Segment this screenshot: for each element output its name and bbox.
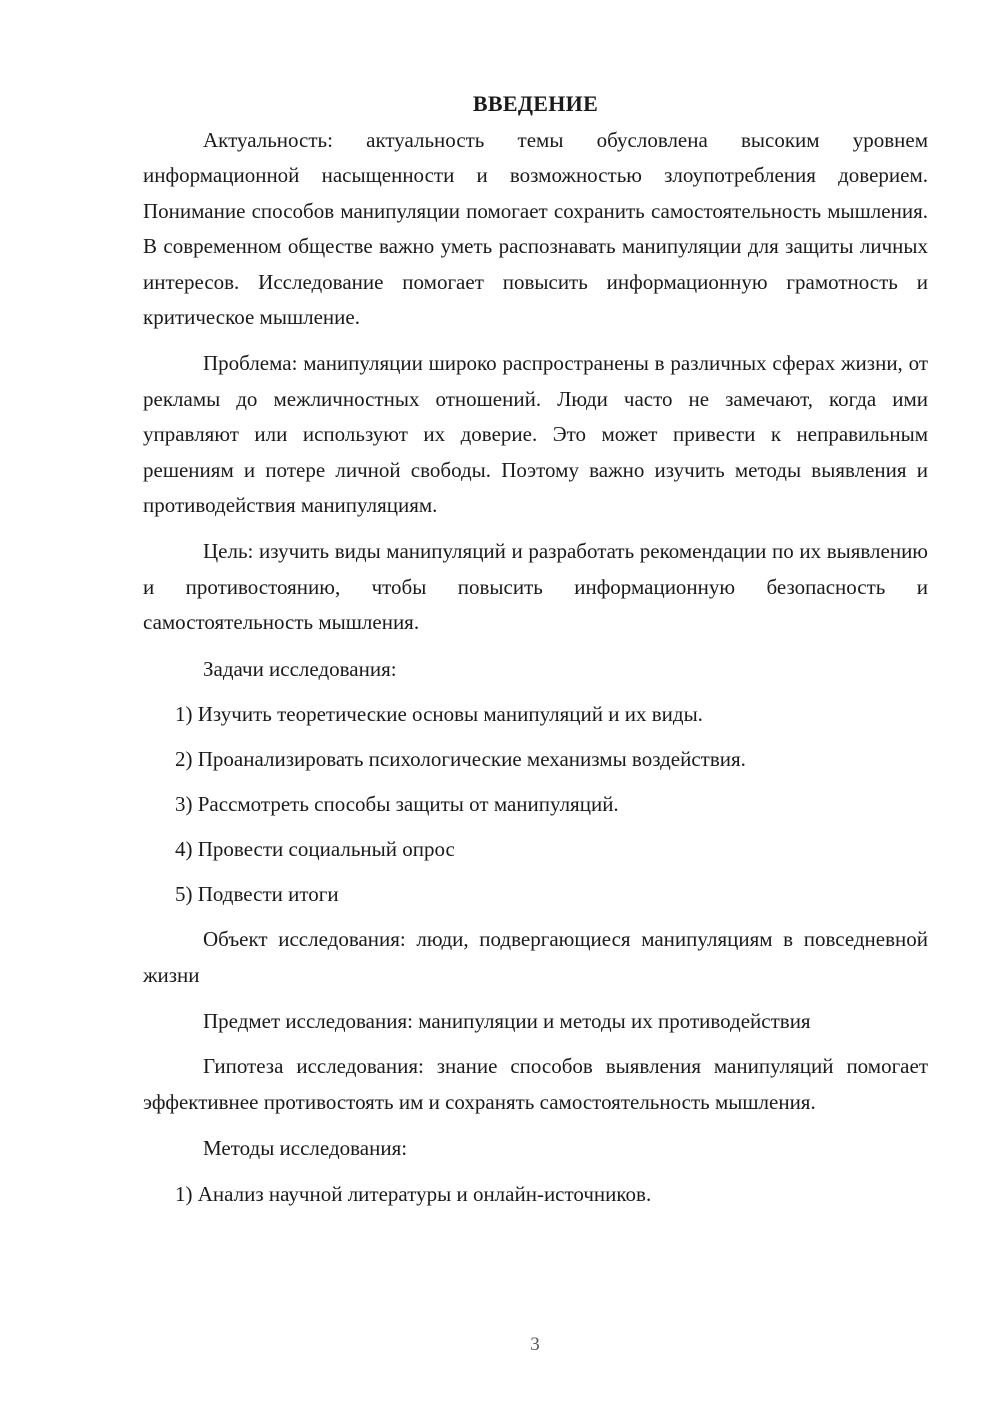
list-item: 2) Проанализировать психологические механизмы воздействия. xyxy=(175,747,746,772)
list-item: 1) Изучить теоретические основы манипуляций и их виды. xyxy=(175,702,703,727)
list-item: 5) Подвести итоги xyxy=(175,882,339,907)
subject-paragraph: Предмет исследования: манипуляции и методы их противодействия xyxy=(203,1008,811,1033)
object-paragraph: Объект исследования: люди, подвергающиеся манипуляциям в повседневной жизни xyxy=(143,927,928,987)
list-item: 4) Провести социальный опрос xyxy=(175,837,455,862)
goal-paragraph: Цель: изучить виды манипуляций и разработать рекомендации по их выявлению и противостоянию, чтобы повысить информационную безопасность и самостоятельность мышления. xyxy=(143,539,928,635)
hypothesis-paragraph: Гипотеза исследования: знание способов выявления манипуляций помогает эффективнее противостоять им и сохранять самостоятельность мышления. xyxy=(143,1054,928,1114)
page-number: 3 xyxy=(530,1334,540,1355)
list-item: 3) Рассмотреть способы защиты от манипуляций. xyxy=(175,792,619,817)
document-page xyxy=(143,92,928,1222)
relevance-paragraph: Актуальность: актуальность темы обусловлена высоким уровнем информационной насыщенности и возможностью злоупотребления доверием. Понимание способов манипуляции помогает сохранить самостоятельность мышления. В современном обществе важно уметь распознавать манипуляции для защиты личных интересов. Исследование помогает повысить информационную грамотность и критическое мышление. xyxy=(143,128,928,330)
methods-heading: Методы исследования: xyxy=(203,1136,408,1161)
tasks-heading: Задачи исследования: xyxy=(203,656,397,681)
problem-paragraph: Проблема: манипуляции широко распространены в различных сферах жизни, от рекламы до межличностных отношений. Люди часто не замечают, когда ими управляют или используют их доверие. Это может привести к неправильным решениям и потере личной свободы. Поэтому важно изучить методы выявления и противодействия манипуляциям. xyxy=(143,351,928,518)
page-title: ВВЕДЕНИЕ xyxy=(472,91,599,116)
list-item: 1) Анализ научной литературы и онлайн-источников. xyxy=(175,1181,652,1206)
